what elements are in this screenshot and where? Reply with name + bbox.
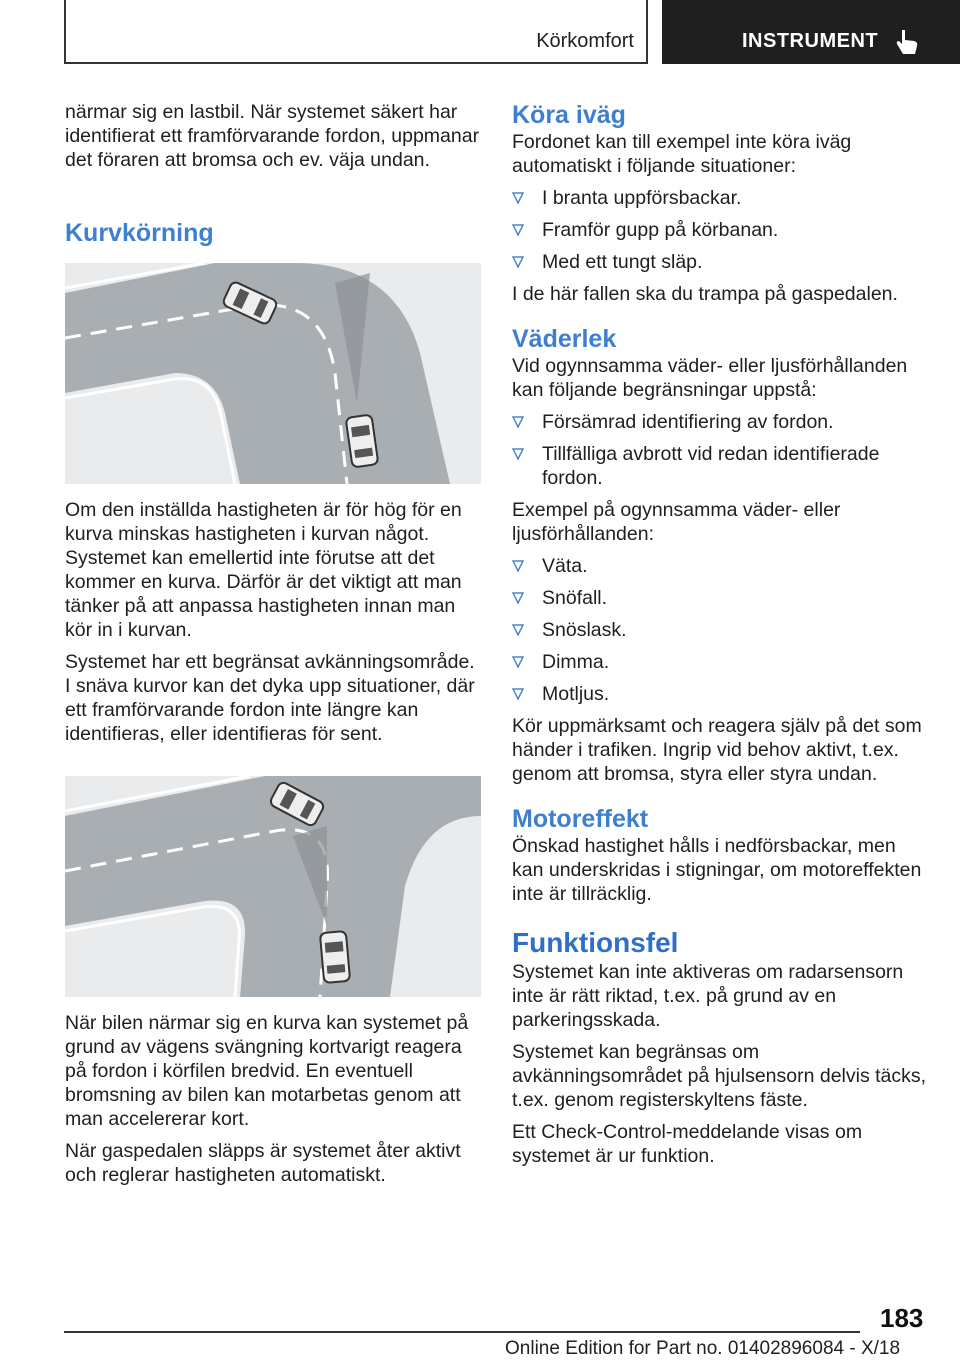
list-item: I branta uppförsbackar. xyxy=(512,186,930,210)
motor-paragraph: Önskad hastighet hålls i nedförsbackar, men kan underskridas i stigningar, om motoreffekten inte är tillräcklig. xyxy=(512,835,922,905)
intro-paragraph: närmar sig en lastbil. När systemet säkert har identifierat ett framförvarande fordon, uppmanar det föraren att bromsa och ev. väja undan. xyxy=(65,101,480,171)
kora-outro: I de här fallen ska du trampa på gaspedalen. xyxy=(512,283,898,305)
footer-edition: Online Edition for Part no. 01402896084 - X/18 xyxy=(505,1338,901,1359)
funk-paragraph-2: Systemet kan begränsas om avkänningsområdet på hjulsensorn delvis täcks, t.ex. genom registerskyltens fäste. xyxy=(512,1041,927,1111)
triangle-bullet-icon xyxy=(512,624,524,636)
paragraph-gaspedal: När gaspedalen släpps är systemet åter aktivt och reglerar hastigheten automatiskt. xyxy=(65,1140,461,1186)
triangle-bullet-icon xyxy=(512,448,524,460)
triangle-bullet-icon xyxy=(512,192,524,204)
list-item: Väta. xyxy=(512,554,930,578)
vader-intro: Vid ogynnsamma väder- eller ljusförhållanden kan följande begränsningar uppstå: xyxy=(512,355,908,401)
footer-divider xyxy=(64,1331,860,1333)
list-item: Dimma. xyxy=(512,650,930,674)
triangle-bullet-icon xyxy=(512,224,524,236)
heading-motoreffekt: Motoreffekt xyxy=(512,805,649,833)
list-item: Framför gupp på körbanan. xyxy=(512,218,930,242)
paragraph-kurva: När bilen närmar sig en kurva kan systemet på grund av vägens svängning kortvarigt reagera på fordon i körfilen bredvid. En eventuell bromsning av bilen kan motarbetas genom att man accelererar kort. xyxy=(65,1012,469,1130)
list-item: Tillfälliga avbrott vid redan identifierade fordon. xyxy=(512,442,930,490)
hand-pointer-icon xyxy=(894,28,920,56)
list-item: Med ett tungt släp. xyxy=(512,250,930,274)
paragraph-avkanning: Systemet har ett begränsat avkänningsområde. I snäva kurvor kan det dyka upp situationer, där ett framförvarande fordon inte längre kan identifieras, eller identifieras för sent. xyxy=(65,651,475,745)
heading-kurvkorning: Kurvkörning xyxy=(65,219,214,247)
vader-list xyxy=(512,410,930,490)
funk-paragraph-3: Ett Check-Control-meddelande visas om systemet är ur funktion. xyxy=(512,1121,863,1167)
page-number: 183 xyxy=(880,1303,924,1333)
triangle-bullet-icon xyxy=(512,688,524,700)
curve-illustration-2 xyxy=(65,776,481,997)
triangle-bullet-icon xyxy=(512,256,524,268)
right-column xyxy=(512,100,930,1176)
section-title: Körkomfort xyxy=(536,30,634,52)
heading-funktionsfel: Funktionsfel xyxy=(512,927,679,958)
kora-list xyxy=(512,186,930,274)
funk-paragraph-1: Systemet kan inte aktiveras om radarsensorn inte är rätt riktad, t.ex. på grund av en parkeringsskada. xyxy=(512,961,904,1031)
triangle-bullet-icon xyxy=(512,560,524,572)
curve-illustration-1 xyxy=(65,263,481,484)
heading-kora-ivag: Köra iväg xyxy=(512,101,626,129)
kora-intro: Fordonet kan till exempel inte köra iväg automatiskt i följande situationer: xyxy=(512,131,852,177)
list-item: Motljus. xyxy=(512,682,930,706)
list-item: Snöfall. xyxy=(512,586,930,610)
paragraph-hastighet: Om den inställda hastigheten är för hög för en kurva minskas hastigheten i kurvan något. Systemet kan emellertid inte förutse att det kommer en kurva. Därför är det viktigt att man tänker på att anpassa hastigheten innan man kör in i kurvan. xyxy=(65,499,462,641)
triangle-bullet-icon xyxy=(512,416,524,428)
header-frame xyxy=(64,0,648,64)
vader-outro: Kör uppmärksamt och reagera själv på det som händer i trafiken. Ingrip vid behov aktivt, t.ex. genom att bromsa, styra eller styra undan. xyxy=(512,715,922,785)
heading-vaderlek: Väderlek xyxy=(512,325,617,353)
vader-example-intro: Exempel på ogynnsamma väder- eller ljusförhållanden: xyxy=(512,499,841,545)
left-column xyxy=(65,100,483,1195)
chapter-tab-label: INSTRUMENT xyxy=(742,30,879,52)
triangle-bullet-icon xyxy=(512,656,524,668)
triangle-bullet-icon xyxy=(512,592,524,604)
list-item: Försämrad identifiering av fordon. xyxy=(512,410,930,434)
example-list xyxy=(512,554,930,706)
list-item: Snöslask. xyxy=(512,618,930,642)
